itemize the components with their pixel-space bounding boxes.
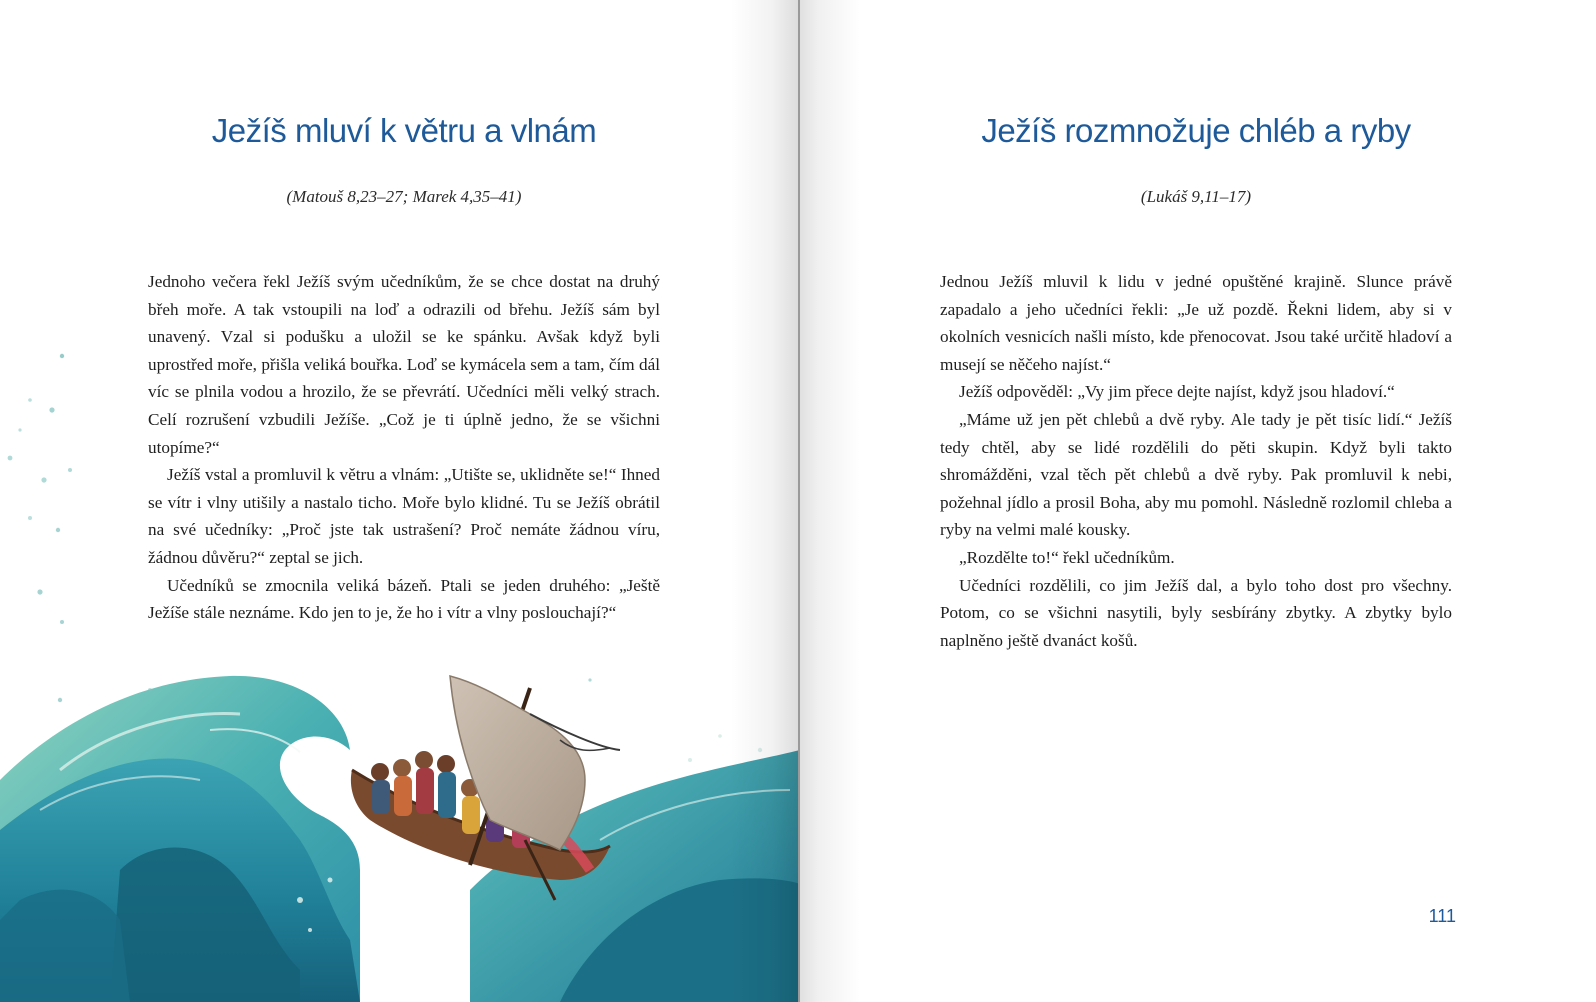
scripture-reference: (Matouš 8,23–27; Marek 4,35–41) <box>286 187 522 206</box>
paragraph: „Máme už jen pět chlebů a dvě ryby. Ale tady je pět tisíc lidí.“ Ježíš tedy chtěl, aby se lidé rozdělili do pěti skupin. Když byli takto shromážděni, vzal těch pět chlebů a dvě ryby. Pak promluvil k nebi, požehnal jídlo a prosil Boha, aby mu pomohl. Následně rozlomil chleba a ryby na velmi malé kousky. <box>940 409 1452 540</box>
storm-boat-illustration <box>0 640 800 1002</box>
paragraph: Jednou Ježíš mluvil k lidu v jedné opuštěné krajině. Slunce právě zapadalo a jeho učedníci řekli: „Je už pozdě. Řekni lidem, aby si v okolních vesnicích našli místo, kde přenocovat. Jsou také určitě hladoví a musejí se něčeho najíst.“ <box>940 272 1452 374</box>
paragraph: Učedníků se zmocnila veliká bázeň. Ptali se jeden druhého: „Ještě Ježíše stále neznáme. Kdo jen to je, že ho i vítr a vlny poslouchají?“ <box>148 575 660 623</box>
paragraph: Ježíš vstal a promluvil k větru a vlnám: „Utište se, uklidněte se!“ Ihned se vítr i vlny utišily a nastalo ticho. Moře bylo klidné. Tu se Ježíš obrátil na své učedníky: „Proč jste tak ustrašení? Proč nemáte žádnou víru, žádnou důvěru?“ zeptal se jich. <box>148 465 660 567</box>
story-text <box>940 268 1452 654</box>
water-spray-icon <box>0 330 90 630</box>
paragraph: Učedníci rozdělili, co jim Ježíš dal, a bylo toho dost pro všechny. Potom, co se všichni nasytili, byly sesbírány zbytky. A zbytky bylo naplněno ještě dvanáct košů. <box>940 575 1452 650</box>
scripture-reference: (Lukáš 9,11–17) <box>1140 187 1252 206</box>
story-title: Ježíš mluví k větru a vlnám <box>211 112 597 149</box>
paragraph: Ježíš odpověděl: „Vy jim přece dejte najíst, když jsou hladoví.“ <box>959 382 1395 402</box>
paragraph: Jednoho večera řekl Ježíš svým učedníkům, že se chce dostat na druhý břeh moře. A tak vstoupili na loď a odrazili od břehu. Ježíš sám byl unavený. Vzal si podušku a uložil se ke spánku. Avšak když byli uprostřed moře, přišla veliká bouřka. Loď se kymácela sem a tam, čím dál víc se plnila vodou a hrozilo, že se převrátí. Učedníci měli velký strach. Celí rozrušení vzbudili Ježíše. „Což je ti úplně jedno, že se všichni utopíme?“ <box>148 272 660 457</box>
page-number: 111 <box>1428 906 1456 926</box>
paragraph: „Rozdělte to!“ řekl učedníkům. <box>959 547 1175 567</box>
right-page <box>800 0 1596 1002</box>
gutter-shadow <box>800 0 860 1002</box>
story-title: Ježíš rozmnožuje chléb a ryby <box>981 112 1411 149</box>
story-text <box>148 268 660 627</box>
